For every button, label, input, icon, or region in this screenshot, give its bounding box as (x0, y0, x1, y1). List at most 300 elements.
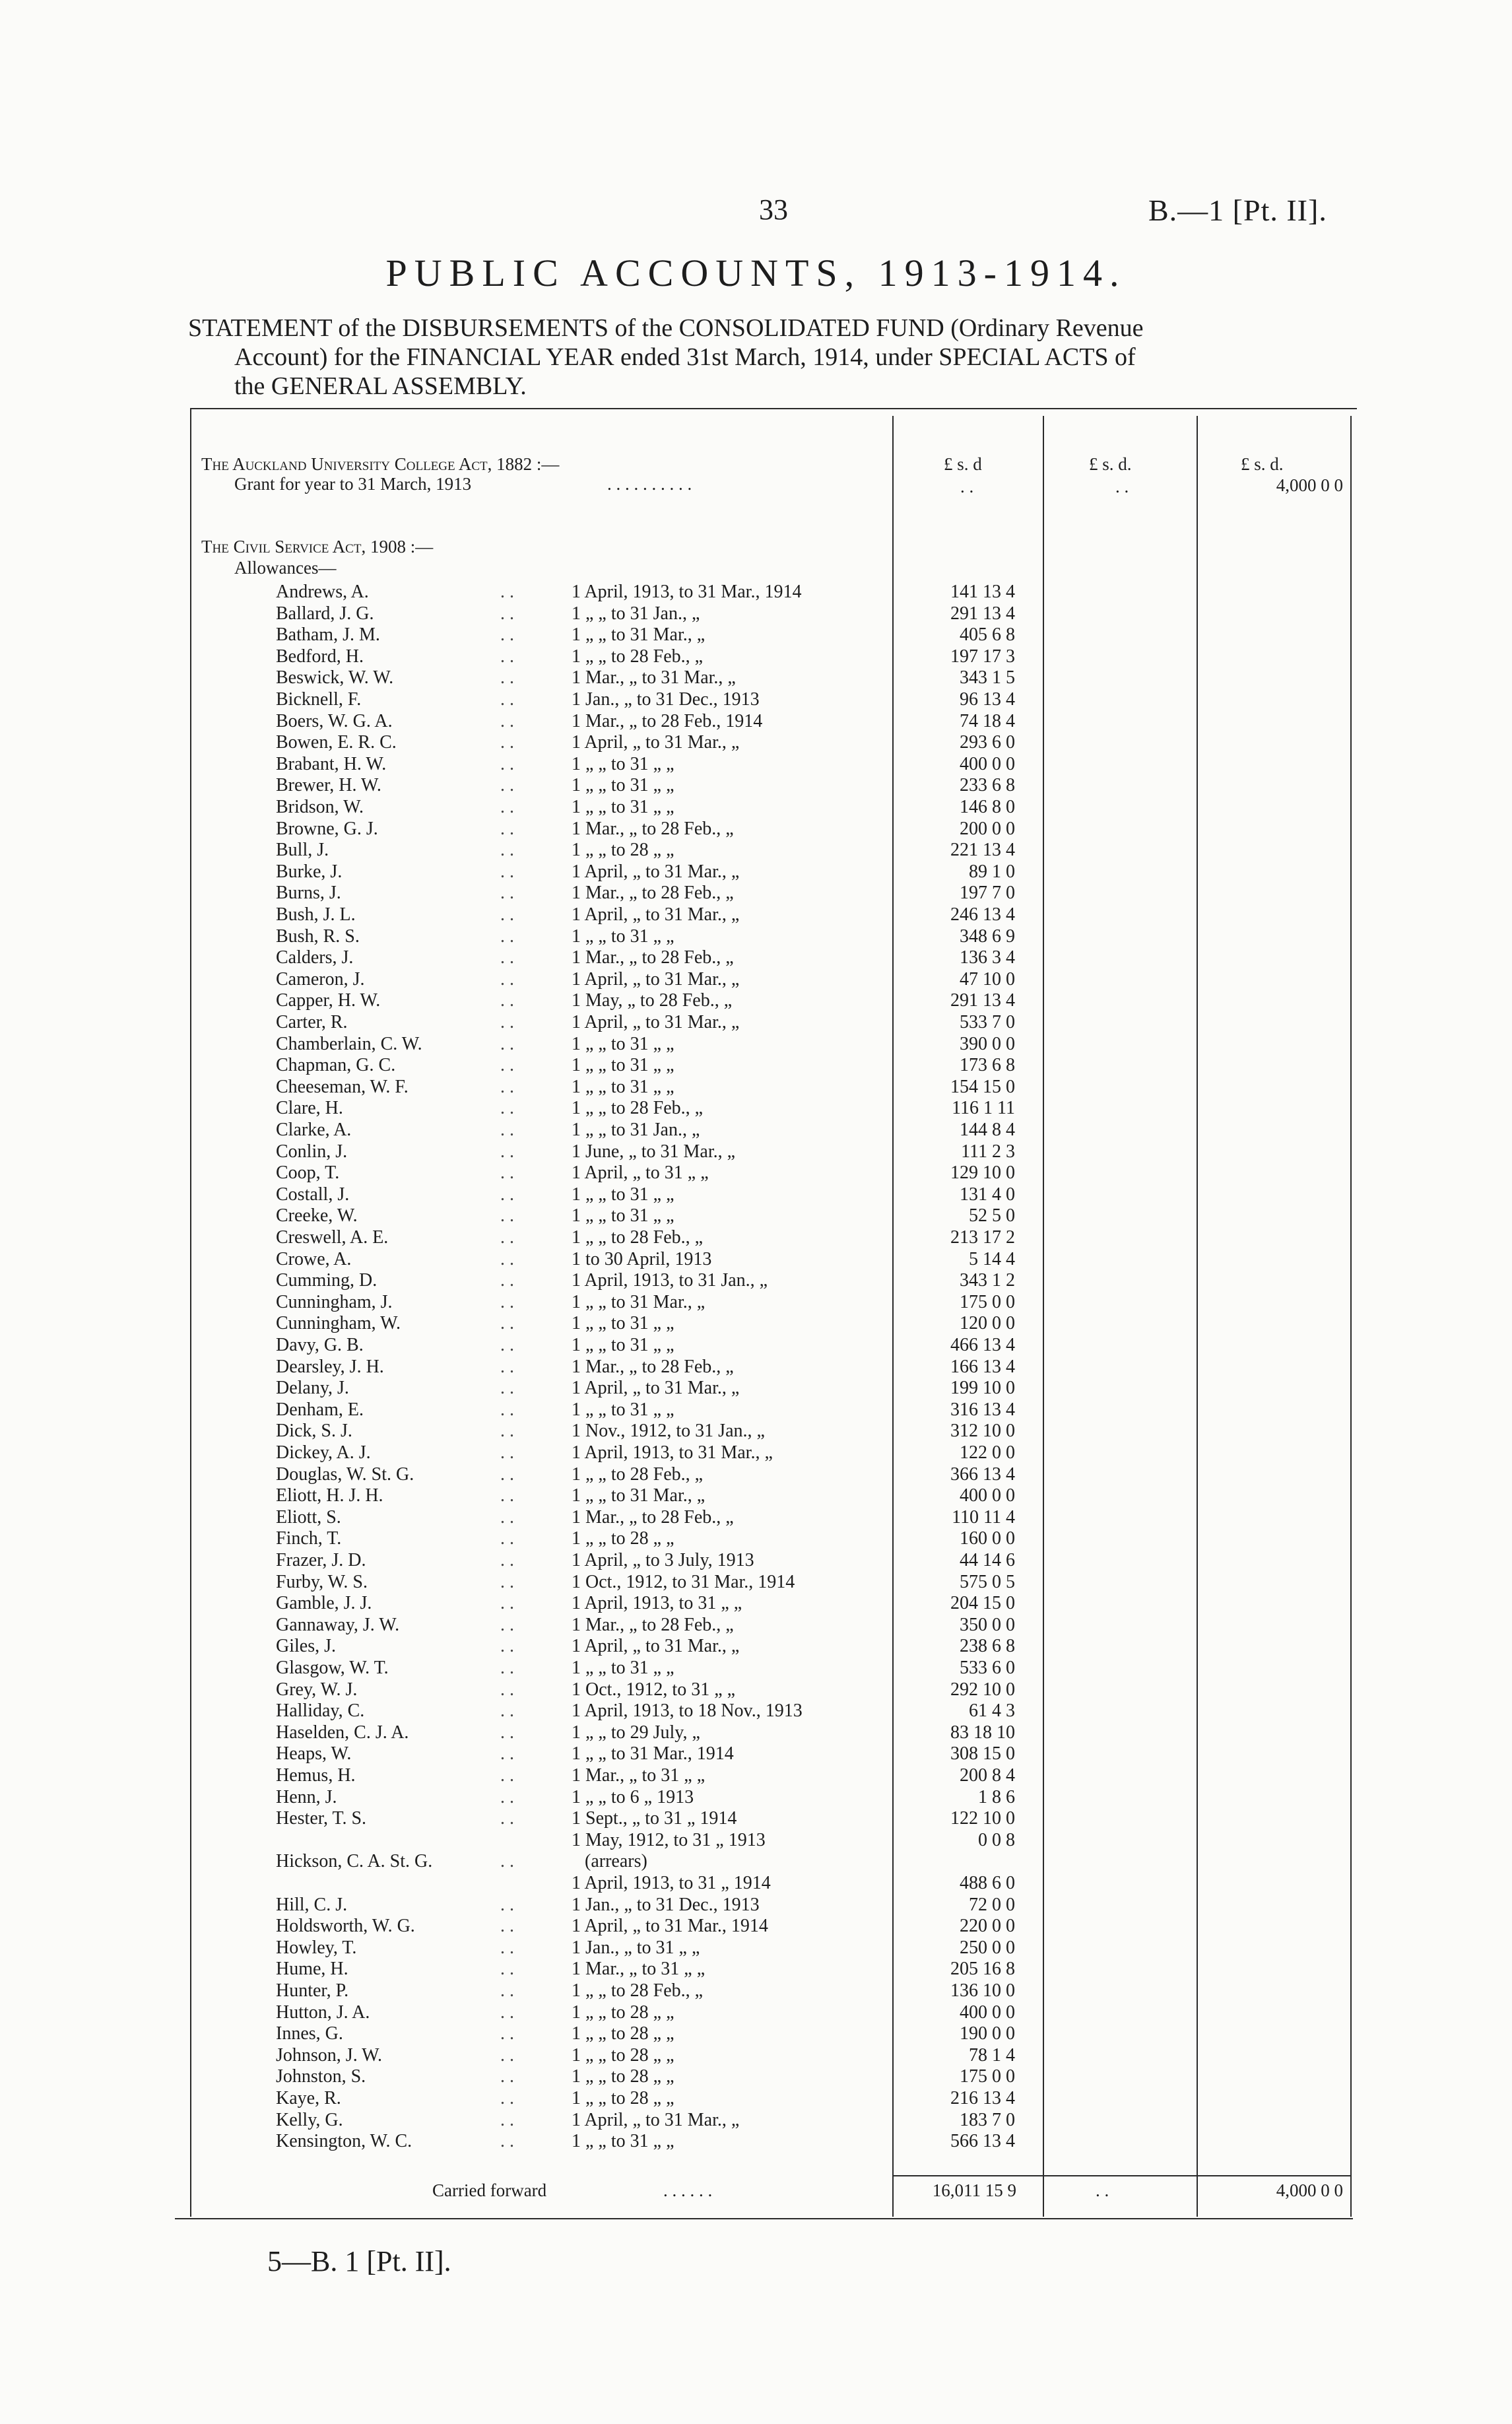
allowance-period: 1 April, „ to 31 „ „ (572, 1162, 709, 1184)
allowance-amount: 566 13 4 (950, 2131, 1015, 2152)
allowance-amount: 400 0 0 (960, 1485, 1015, 1506)
allowance-period: 1 „ „ to 31 „ „ (572, 1313, 674, 1334)
payee-name: Capper, H. W. (276, 990, 381, 1011)
auckland-col2-dots: . . (1115, 477, 1129, 496)
allowance-period: 1 April, „ to 31 Mar., „ (572, 2109, 740, 2130)
allowance-amount: 96 13 4 (960, 689, 1015, 710)
allowance-amount: 190 0 0 (960, 2023, 1015, 2044)
allowance-period: 1 „ „ to 28 Feb., „ (572, 1464, 704, 1485)
leader-dots: . . (500, 1894, 514, 1915)
leader-dots: . . (500, 904, 514, 925)
allowance-amount: 221 13 4 (950, 840, 1015, 861)
allowance-period: 1 April, „ to 31 Mar., 1914 (572, 1916, 768, 1937)
allowance-amount: 400 0 0 (960, 753, 1015, 774)
carried-forward-col1: 16,011 15 9 (932, 2180, 1016, 2200)
table-top-rule (190, 408, 1357, 409)
leader-dots: . . (500, 1270, 514, 1291)
table-row (276, 624, 1345, 646)
payee-name: Howley, T. (276, 1937, 357, 1958)
leader-dots: . . (500, 1851, 514, 1872)
leader-dots: . . (500, 797, 514, 817)
allowance-period: 1 „ „ to 28 „ „ (572, 2066, 674, 2087)
leader-dots: . . (500, 2109, 514, 2130)
allowance-period: 1 Mar., „ to 31 Mar., „ (572, 667, 736, 689)
allowance-amount: 366 13 4 (950, 1464, 1015, 1485)
allowance-amount: 116 1 11 (952, 1098, 1015, 1119)
leader-dots: . . (500, 1248, 514, 1269)
table-row (276, 1829, 1345, 1851)
document-reference: B.—1 [Pt. II]. (1148, 193, 1327, 227)
allowance-amount: 213 17 2 (950, 1227, 1015, 1248)
leader-dots: . . (500, 947, 514, 968)
table-row (276, 818, 1345, 840)
allowance-amount: 120 0 0 (960, 1313, 1015, 1334)
payee-name: Hickson, C. A. St. G. (276, 1851, 433, 1872)
leader-dots: . . (500, 861, 514, 882)
payee-name: Delany, J. (276, 1378, 349, 1399)
allowance-amount: 488 6 0 (960, 1873, 1015, 1893)
payee-name: Bull, J. (276, 840, 329, 861)
payee-name: Cunningham, J. (276, 1291, 393, 1312)
allowance-amount: 238 6 8 (960, 1636, 1015, 1657)
payee-name: Kelly, G. (276, 2109, 343, 2130)
table-row (276, 753, 1345, 775)
payee-name: Haselden, C. J. A. (276, 1722, 409, 1743)
table-row (276, 2087, 1345, 2109)
leader-dots: . . (500, 1485, 514, 1506)
allowance-period: 1 April, „ to 31 Mar., „ (572, 1012, 740, 1032)
table-row (276, 1248, 1345, 1270)
table-row (276, 1356, 1345, 1378)
allowance-period: 1 April, „ to 31 Mar., „ (572, 968, 740, 990)
allowance-period: 1 May, „ to 28 Feb., „ (572, 990, 733, 1011)
table-row (276, 1722, 1345, 1743)
leader-dots: . . (500, 990, 514, 1011)
allowance-amount: 89 1 0 (969, 861, 1015, 882)
statement-line-3: the GENERAL ASSEMBLY. (234, 372, 527, 400)
payee-name: Innes, G. (276, 2023, 343, 2044)
column-1-header: £ s. d (944, 454, 982, 474)
auckland-grant-amount: 4,000 0 0 (1276, 475, 1343, 495)
table-row (276, 1442, 1345, 1464)
allowance-amount: 141 13 4 (950, 582, 1015, 602)
payee-name: Ballard, J. G. (276, 603, 374, 624)
leader-dots: . . (500, 926, 514, 947)
allowance-period: 1 „ „ to 31 Mar., „ (572, 1291, 706, 1312)
allowance-amount: 348 6 9 (960, 926, 1015, 947)
leader-dots: . . (500, 1679, 514, 1700)
table-row (276, 926, 1345, 947)
table-row (276, 1679, 1345, 1700)
payee-name: Bridson, W. (276, 797, 364, 817)
payee-name: Boers, W. G. A. (276, 710, 393, 731)
allowance-amount: 74 18 4 (960, 710, 1015, 731)
leader-dots: . . (500, 732, 514, 753)
table-row (276, 689, 1345, 710)
allowance-period: 1 Oct., 1912, to 31 Mar., 1914 (572, 1571, 795, 1592)
payee-name: Beswick, W. W. (276, 667, 394, 689)
allowance-amount: 129 10 0 (950, 1162, 1015, 1184)
leader-dots: . . (500, 1658, 514, 1678)
allowance-period: 1 „ „ to 31 Jan., „ (572, 603, 700, 624)
allowance-amount: 72 0 0 (969, 1894, 1015, 1915)
table-row (276, 1184, 1345, 1205)
leader-dots: . . (500, 582, 514, 602)
leader-dots: . . (500, 1184, 514, 1205)
allowance-period: 1 Mar., „ to 28 Feb., „ (572, 883, 734, 904)
allowance-period: 1 April, 1913, to 31 „ „ (572, 1593, 742, 1614)
leader-dots: . . (500, 1722, 514, 1743)
table-row (276, 1420, 1345, 1442)
payee-name: Hemus, H. (276, 1765, 356, 1786)
table-row (276, 1635, 1345, 1657)
allowance-amount: 316 13 4 (950, 1399, 1015, 1420)
allowance-period: 1 April, „ to 31 Mar., „ (572, 904, 740, 925)
allowance-amount: 78 1 4 (969, 2044, 1015, 2066)
allowance-amount: 250 0 0 (960, 1937, 1015, 1958)
payee-name: Bush, J. L. (276, 904, 356, 925)
leader-dots: . . (500, 689, 514, 710)
allowance-period: 1 „ „ to 28 „ „ (572, 2002, 674, 2023)
allowance-amount: 343 1 5 (960, 667, 1015, 689)
allowance-amount: 220 0 0 (960, 1916, 1015, 1937)
page-number: 33 (759, 193, 788, 226)
leader-dots: . . (500, 1120, 514, 1140)
allowance-period: 1 Nov., 1912, to 31 Jan., „ (572, 1421, 765, 1442)
leader-dots: . . (500, 1528, 514, 1549)
payee-name: Clarke, A. (276, 1120, 352, 1140)
payee-name: Creeke, W. (276, 1205, 358, 1227)
table-row (276, 1162, 1345, 1184)
allowance-amount: 350 0 0 (960, 1614, 1015, 1635)
allowance-period: 1 Mar., „ to 31 „ „ (572, 1959, 706, 1980)
carried-forward-dots: . . . . . . (663, 2180, 713, 2200)
leader-dots: . . (500, 1593, 514, 1614)
table-row (276, 2044, 1345, 2066)
table-row (276, 796, 1345, 818)
payee-name: Eliott, S. (276, 1506, 341, 1528)
table-row (276, 1614, 1345, 1636)
leader-dots: . . (500, 1055, 514, 1076)
payee-name: Frazer, J. D. (276, 1550, 366, 1570)
leader-dots: . . (500, 1291, 514, 1312)
table-row (276, 1011, 1345, 1033)
allowance-amount: 144 8 4 (960, 1120, 1015, 1140)
auckland-act-heading: The Auckland University College Act, 1882 :— (201, 454, 560, 474)
allowance-period: 1 „ „ to 31 „ „ (572, 1399, 674, 1420)
leader-dots: . . (500, 1378, 514, 1399)
leader-dots: . . (500, 1421, 514, 1442)
allowance-period: 1 April, „ to 3 July, 1913 (572, 1550, 754, 1570)
allowance-period: 1 „ „ to 28 „ „ (572, 840, 674, 861)
allowance-period: 1 „ „ to 31 „ „ (572, 1205, 674, 1227)
payee-name: Carter, R. (276, 1012, 348, 1032)
payee-name: Dickey, A. J. (276, 1442, 371, 1463)
statement-line-1: STATEMENT of the DISBURSEMENTS of the CONSOLIDATED FUND (Ordinary Revenue (188, 314, 1144, 342)
allowance-amount: 1 8 6 (978, 1786, 1015, 1807)
allowance-period: 1 Mar., „ to 28 Feb., „ (572, 1506, 734, 1528)
allowance-period: 1 April, „ to 31 Mar., „ (572, 861, 740, 882)
leader-dots: . . (500, 1765, 514, 1786)
table-row (276, 1269, 1345, 1291)
allowance-period: 1 „ „ to 28 „ „ (572, 2023, 674, 2044)
payee-name: Calders, J. (276, 947, 354, 968)
allowance-amount: 293 6 0 (960, 732, 1015, 753)
payee-name: Bedford, H. (276, 646, 364, 667)
allowance-amount: 122 10 0 (950, 1808, 1015, 1829)
leader-dots: . . (500, 710, 514, 731)
allowance-period: 1 Mar., „ to 31 „ „ (572, 1765, 706, 1786)
allowance-amount: 233 6 8 (960, 775, 1015, 796)
allowance-period: 1 April, 1913, to 31 Mar., „ (572, 1442, 773, 1463)
allowance-period: 1 „ „ to 6 „ 1913 (572, 1786, 694, 1807)
allowance-period: 1 „ „ to 31 „ „ (572, 1658, 674, 1678)
payee-name: Burns, J. (276, 883, 341, 904)
payee-name: Cameron, J. (276, 968, 365, 990)
allowance-period: 1 April, „ to 31 Mar., „ (572, 1378, 740, 1399)
payee-name: Glasgow, W. T. (276, 1658, 389, 1678)
leader-dots: . . (500, 2002, 514, 2023)
allowance-period: 1 Oct., 1912, to 31 „ „ (572, 1679, 736, 1700)
allowance-period: 1 Mar., „ to 28 Feb., „ (572, 1614, 734, 1635)
payee-name: Chamberlain, C. W. (276, 1033, 422, 1054)
allowance-amount: 122 0 0 (960, 1442, 1015, 1463)
payee-name: Costall, J. (276, 1184, 350, 1205)
table-row (276, 1205, 1345, 1227)
allowance-period: 1 Mar., „ to 28 Feb., 1914 (572, 710, 763, 731)
payee-name: Crowe, A. (276, 1248, 352, 1269)
payee-name: Gamble, J. J. (276, 1593, 372, 1614)
allowance-amount: 83 18 10 (950, 1722, 1015, 1743)
statement-line-2: Account) for the FINANCIAL YEAR ended 31st March, 1914, under SPECIAL ACTS of (234, 343, 1136, 371)
table-row (276, 1807, 1345, 1829)
table-row (276, 1464, 1345, 1485)
payee-name: Dick, S. J. (276, 1421, 352, 1442)
leader-dots: . . (500, 1808, 514, 1829)
payee-name: Giles, J. (276, 1636, 336, 1657)
allowance-period: 1 April, 1913, to 18 Nov., 1913 (572, 1700, 803, 1722)
leader-dots: . . (500, 1227, 514, 1248)
payee-name: Douglas, W. St. G. (276, 1464, 414, 1485)
auckland-grant-dots: . . . . . . . . . . (607, 474, 692, 494)
table-row (276, 710, 1345, 732)
table-row (276, 1549, 1345, 1571)
payee-name: Brabant, H. W. (276, 753, 387, 774)
payee-name: Kensington, W. C. (276, 2131, 412, 2152)
auckland-grant-label: Grant for year to 31 March, 1913 (234, 474, 472, 494)
allowance-period: 1 April, „ to 31 Mar., „ (572, 732, 740, 753)
allowance-amount: 405 6 8 (960, 624, 1015, 646)
payee-name: Andrews, A. (276, 582, 369, 602)
table-row (276, 2023, 1345, 2044)
leader-dots: . . (500, 1636, 514, 1657)
allowance-period: 1 Jan., „ to 31 Dec., 1913 (572, 1894, 760, 1915)
column-rule-4 (1350, 416, 1352, 2217)
carried-forward-rule (892, 2175, 1352, 2176)
allowance-amount: 291 13 4 (950, 990, 1015, 1011)
allowance-amount: 308 15 0 (950, 1743, 1015, 1765)
leader-dots: . . (500, 1916, 514, 1937)
leader-dots: . . (500, 883, 514, 904)
allowance-amount: 52 5 0 (969, 1205, 1015, 1227)
payee-name: Kaye, R. (276, 2088, 341, 2108)
allowance-period: 1 April, 1913, to 31 Jan., „ (572, 1270, 768, 1291)
table-row (276, 1506, 1345, 1528)
allowance-amount: 111 2 3 (961, 1141, 1015, 1162)
payee-name: Cunningham, W. (276, 1313, 401, 1334)
allowance-period: (arrears) (585, 1851, 647, 1872)
allowance-period: 1 to 30 April, 1913 (572, 1248, 712, 1269)
allowance-amount: 110 11 4 (952, 1506, 1015, 1528)
leader-dots: . . (500, 2066, 514, 2087)
civil-service-act-heading: The Civil Service Act, 1908 :— (201, 537, 434, 556)
leader-dots: . . (500, 1700, 514, 1722)
leader-dots: . . (500, 1141, 514, 1162)
payee-name: Browne, G. J. (276, 818, 378, 839)
carried-forward-col3: 4,000 0 0 (1276, 2180, 1343, 2200)
allowance-amount: 47 10 0 (960, 968, 1015, 990)
table-row (276, 2109, 1345, 2131)
allowance-period: 1 Jan., „ to 31 Dec., 1913 (572, 689, 760, 710)
payee-name: Conlin, J. (276, 1141, 348, 1162)
allowance-amount: 154 15 0 (950, 1076, 1015, 1097)
table-row (276, 603, 1345, 624)
table-row (276, 882, 1345, 904)
allowance-period: 1 April, 1913, to 31 Mar., 1914 (572, 582, 802, 602)
allowance-period: 1 „ „ to 29 July, „ (572, 1722, 700, 1743)
allowance-amount: 5 14 4 (969, 1248, 1015, 1269)
allowance-amount: 197 7 0 (960, 883, 1015, 904)
allowance-amount: 61 4 3 (969, 1700, 1015, 1722)
allowance-amount: 183 7 0 (960, 2109, 1015, 2130)
auckland-col1-dots: . . (960, 477, 974, 496)
allowance-amount: 197 17 3 (950, 646, 1015, 667)
table-row (276, 1485, 1345, 1506)
leader-dots: . . (500, 840, 514, 861)
allowance-amount: 175 0 0 (960, 1291, 1015, 1312)
table-row (276, 1915, 1345, 1937)
leader-dots: . . (500, 603, 514, 624)
leader-dots: . . (500, 753, 514, 774)
payee-name: Cheeseman, W. F. (276, 1076, 409, 1097)
allowance-amount: 205 16 8 (950, 1959, 1015, 1980)
payee-name: Davy, G. B. (276, 1335, 364, 1355)
allowance-period: 1 „ „ to 31 „ „ (572, 1076, 674, 1097)
allowance-period: 1 „ „ to 31 „ „ (572, 775, 674, 796)
payee-name: Hume, H. (276, 1959, 348, 1980)
leader-dots: . . (500, 1550, 514, 1570)
leader-dots: . . (500, 818, 514, 839)
allowance-period: 1 „ „ to 28 Feb., „ (572, 1227, 704, 1248)
payee-name: Hunter, P. (276, 1980, 349, 2001)
allowance-amount: 136 10 0 (950, 1980, 1015, 2001)
payee-name: Gannaway, J. W. (276, 1614, 400, 1635)
allowance-amount: 390 0 0 (960, 1033, 1015, 1054)
table-row (276, 1033, 1345, 1055)
allowance-amount: 131 4 0 (960, 1184, 1015, 1205)
payee-name: Chapman, G. C. (276, 1055, 396, 1076)
statement-heading (188, 314, 1363, 401)
allowance-amount: 44 14 6 (960, 1550, 1015, 1570)
leader-dots: . . (500, 646, 514, 667)
table-row (276, 1119, 1345, 1141)
allowance-period: 1 „ „ to 31 „ „ (572, 1335, 674, 1355)
allowance-period: 1 April, 1913, to 31 „ 1914 (572, 1873, 771, 1893)
page-title: PUBLIC ACCOUNTS, 1913-1914. (385, 252, 1127, 294)
payee-name: Halliday, C. (276, 1700, 365, 1722)
payee-name: Creswell, A. E. (276, 1227, 389, 1248)
leader-dots: . . (500, 1356, 514, 1377)
table-row (276, 1291, 1345, 1313)
allowance-period: 1 „ „ to 31 Mar., „ (572, 624, 706, 646)
allowance-amount: 400 0 0 (960, 2002, 1015, 2023)
leader-dots: . . (500, 1571, 514, 1592)
leader-dots: . . (500, 1980, 514, 2001)
payee-name: Cumming, D. (276, 1270, 378, 1291)
allowance-amount: 216 13 4 (950, 2088, 1015, 2108)
allowance-amount: 166 13 4 (950, 1356, 1015, 1377)
table-row (276, 904, 1345, 926)
table-row (276, 1743, 1345, 1765)
table-row (276, 646, 1345, 667)
allowance-amount: 173 6 8 (960, 1055, 1015, 1076)
payee-name: Bicknell, F. (276, 689, 362, 710)
leader-dots: . . (500, 1399, 514, 1420)
allowance-amount: 0 0 8 (978, 1829, 1015, 1850)
payee-name: Brewer, H. W. (276, 775, 381, 796)
column-3-header: £ s. d. (1241, 454, 1284, 474)
leader-dots: . . (500, 1313, 514, 1334)
leader-dots: . . (500, 775, 514, 796)
table-row (276, 1850, 1345, 1872)
allowance-period: 1 „ „ to 28 Feb., „ (572, 1980, 704, 2001)
leader-dots: . . (500, 1506, 514, 1528)
table-row (276, 839, 1345, 861)
leader-dots: . . (500, 1076, 514, 1097)
leader-dots: . . (500, 667, 514, 689)
payee-name: Eliott, H. J. H. (276, 1485, 383, 1506)
allowance-amount: 200 0 0 (960, 818, 1015, 839)
allowance-amount: 312 10 0 (950, 1421, 1015, 1442)
allowance-period: 1 „ „ to 28 „ „ (572, 2044, 674, 2066)
table-row (276, 1894, 1345, 1916)
payee-name: Finch, T. (276, 1528, 342, 1549)
leader-dots: . . (500, 1614, 514, 1635)
leader-dots: . . (500, 624, 514, 646)
allowance-amount: 466 13 4 (950, 1335, 1015, 1355)
allowances-subheading: Allowances— (234, 558, 337, 578)
allowance-amount: 292 10 0 (950, 1679, 1015, 1700)
table-row (276, 731, 1345, 753)
leader-dots: . . (500, 1937, 514, 1958)
allowance-period: 1 Mar., „ to 28 Feb., „ (572, 947, 734, 968)
leader-dots: . . (500, 1464, 514, 1485)
allowance-period: 1 „ „ to 31 „ „ (572, 753, 674, 774)
allowance-amount: 175 0 0 (960, 2066, 1015, 2087)
allowance-period: 1 Sept., „ to 31 „ 1914 (572, 1808, 737, 1829)
allowance-period: 1 Jan., „ to 31 „ „ (572, 1937, 700, 1958)
payee-name: Grey, W. J. (276, 1679, 358, 1700)
payee-name: Bowen, E. R. C. (276, 732, 397, 753)
table-row (276, 2130, 1345, 2152)
table-row (276, 1958, 1345, 1980)
leader-dots: . . (500, 1012, 514, 1032)
payee-name: Burke, J. (276, 861, 343, 882)
leader-dots: . . (500, 1442, 514, 1463)
allowance-amount: 160 0 0 (960, 1528, 1015, 1549)
allowance-period: 1 „ „ to 31 „ „ (572, 1184, 674, 1205)
table-row (276, 1765, 1345, 1786)
